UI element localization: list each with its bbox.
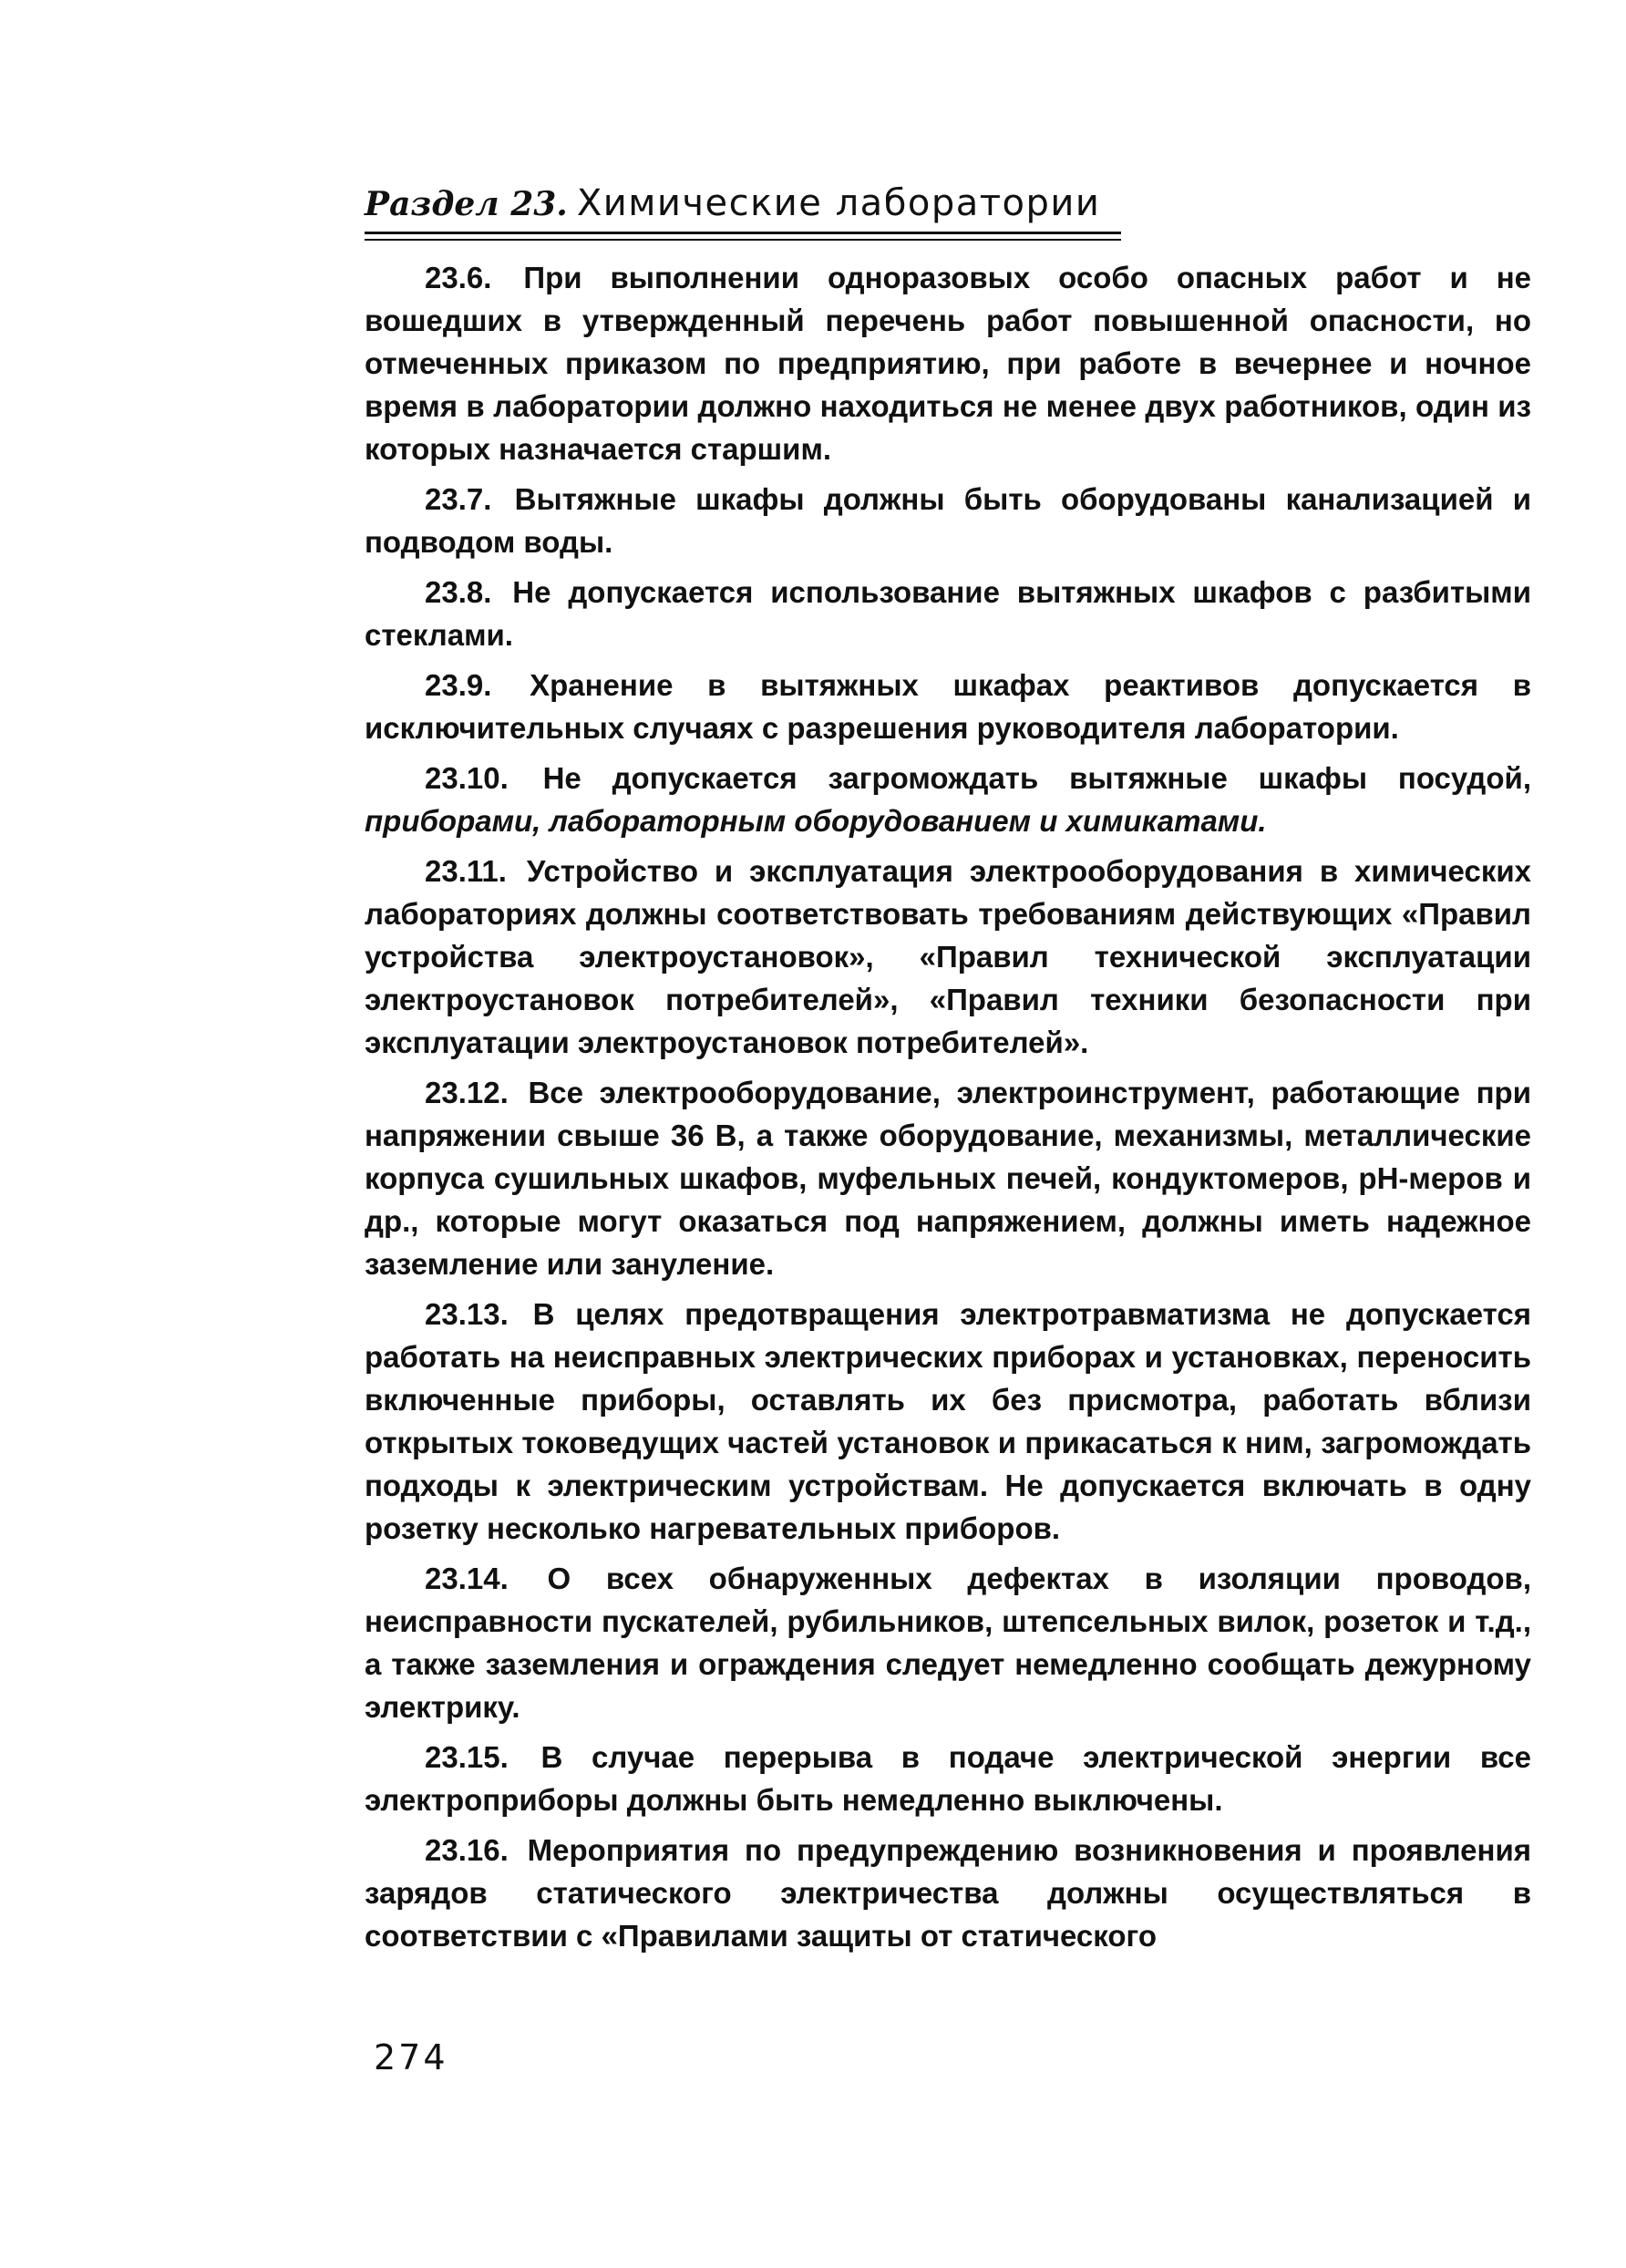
paragraph-text: В целях предотвращения электротравматизма не допускается работать на неисправных электрических приборах и установках, переносить включенные приборы, оставлять их без присмотра, работать вблизи открытых токоведущих частей установок и прикасаться к ним, загромождать подходы к электрическим устройствам. Не допускается включать в одну розетку несколько нагревательных приборов.	[365, 1297, 1531, 1545]
paragraph-23-8	[365, 571, 1531, 656]
running-header	[365, 182, 1121, 234]
paragraph-text: Все электрооборудование, электроинструмент, работающие при напряжении свыше 36 В, а также оборудование, механизмы, металлические корпуса сушильных шкафов, муфельных печей, кондуктомеров, pH-меров и др., которые могут оказаться под напряжением, должны иметь надежное заземление или зануление.	[365, 1076, 1531, 1281]
paragraph-23-15	[365, 1736, 1531, 1821]
book-page	[365, 182, 1549, 1964]
paragraph-italic-text: приборами, лабораторным оборудованием и химикатами.	[365, 804, 1267, 838]
section-title: Химические лаборатории	[576, 182, 1101, 224]
paragraph-text: Вытяжные шкафы должны быть оборудованы канализацией и подводом воды.	[365, 482, 1532, 559]
paragraph-number: 23.9.	[425, 668, 492, 702]
paragraph-text: В случае перерыва в подаче электрической энергии все электроприборы должны быть немедленно выключены.	[365, 1740, 1532, 1817]
paragraph-23-16	[365, 1829, 1531, 1957]
paragraph-number: 23.14.	[425, 1562, 509, 1595]
section-label: Раздел 23.	[365, 185, 568, 223]
paragraph-number: 23.10.	[425, 761, 509, 795]
paragraph-number: 23.6.	[425, 261, 492, 294]
paragraph-number: 23.15.	[425, 1740, 509, 1774]
paragraph-number: 23.16.	[425, 1833, 509, 1867]
paragraph-23-10	[365, 757, 1531, 842]
paragraph-23-13	[365, 1293, 1531, 1550]
paragraph-number: 23.8.	[425, 575, 492, 609]
paragraph-text: Устройство и эксплуатация электрооборудования в химических лабораториях должны соответствовать требованиям действующих «Правил устройства электроустановок», «Правил технической эксплуатации электроустановок потребителей», «Правил техники безопасности при эксплуатации электроустановок потребителей».	[365, 854, 1531, 1059]
paragraph-23-14	[365, 1557, 1531, 1728]
paragraph-number: 23.12.	[425, 1076, 509, 1109]
paragraph-23-6	[365, 256, 1531, 470]
paragraph-number: 23.13.	[425, 1297, 509, 1331]
paragraph-text: Не допускается загромождать вытяжные шкафы посудой,	[542, 761, 1531, 795]
paragraph-text: Не допускается использование вытяжных шкафов с разбитыми стеклами.	[365, 575, 1531, 652]
paragraph-text: При выполнении одноразовых особо опасных работ и не вошедших в утвержденный перечень работ повышенной опасности, но отмеченных приказом по предприятию, при работе в вечернее и ночное время в лаборатории должно находиться не менее двух работников, один из которых назначается старшим.	[365, 261, 1531, 466]
paragraph-text: Мероприятия по предупреждению возникновения и проявления зарядов статического электричества должны осуществляться в соответствии с «Правилами защиты от статического	[365, 1833, 1531, 1953]
paragraph-number: 23.11.	[425, 854, 507, 888]
paragraph-text: Хранение в вытяжных шкафах реактивов допускается в исключительных случаях с разрешения руководителя лаборатории.	[365, 668, 1531, 745]
page-body	[365, 256, 1531, 1957]
page-number: 274	[374, 2037, 448, 2077]
paragraph-23-12	[365, 1071, 1531, 1285]
paragraph-text: О всех обнаруженных дефектах в изоляции проводов, неисправности пускателей, рубильников, штепсельных вилок, розеток и т.д., а также заземления и ограждения следует немедленно сообщать дежурному электрику.	[365, 1562, 1532, 1724]
paragraph-23-11	[365, 850, 1531, 1064]
paragraph-23-7	[365, 478, 1531, 563]
paragraph-number: 23.7.	[425, 482, 492, 516]
paragraph-23-9	[365, 664, 1531, 749]
